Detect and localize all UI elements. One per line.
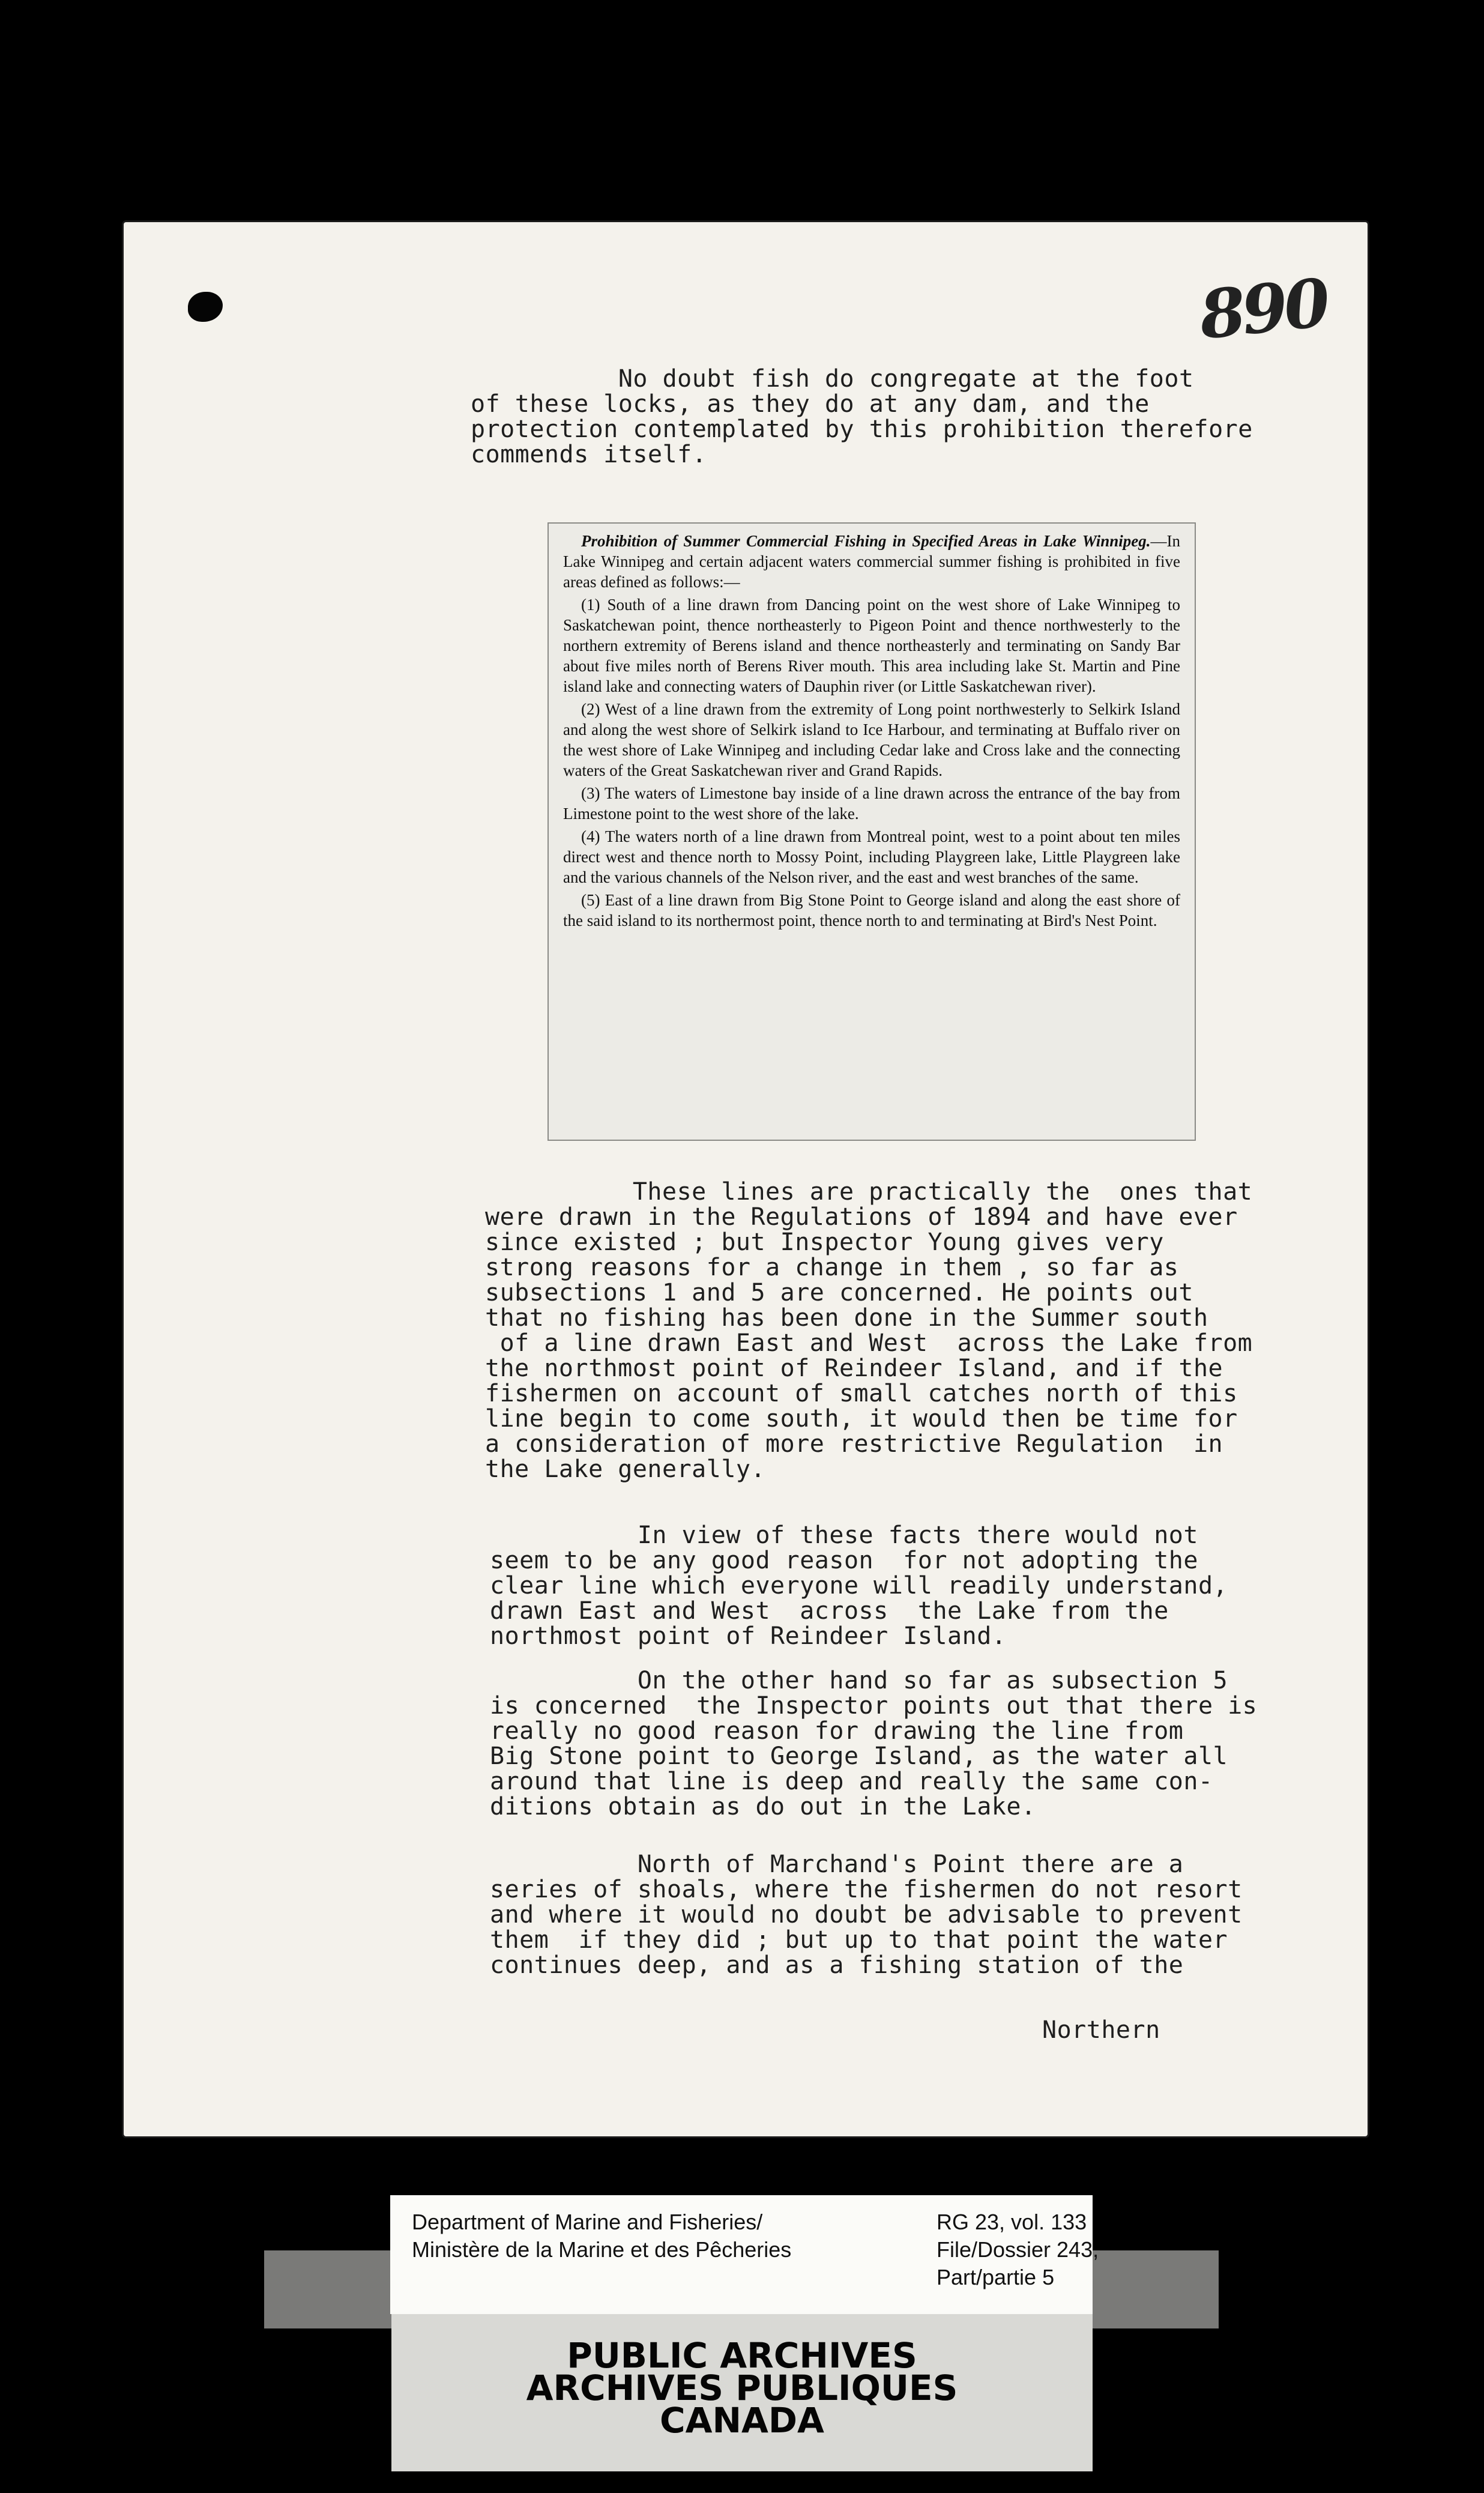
text-line: line begin to come south, it would then be time for	[485, 1405, 1238, 1433]
text-line: around that line is deep and really the same con-	[490, 1768, 1213, 1795]
text-line: In view of these facts there would not	[490, 1521, 1198, 1549]
department-en: Department of Marine and Fisheries/	[412, 2210, 763, 2234]
text-line: seem to be any good reason for not adopting the	[490, 1547, 1198, 1574]
text-line: were drawn in the Regulations of 1894 and have ever	[485, 1203, 1238, 1231]
folio-number: 890	[1195, 264, 1330, 354]
text-line: them if they did ; but up to that point the water	[490, 1926, 1228, 1954]
record-group: RG 23, vol. 133	[937, 2210, 1087, 2234]
text-line: protection contemplated by this prohibition therefore	[471, 416, 1253, 443]
text-line: continues deep, and as a fishing station of the	[490, 1951, 1184, 1979]
stamp-line: CANADA	[660, 2400, 824, 2441]
clipping-item: (5) East of a line drawn from Big Stone Point to George island and along the east shore of the said island to its northermost point, thence north to and terminating at Bird's Nest Point.	[563, 891, 1180, 929]
label-reference	[937, 2208, 1099, 2291]
text-line: the northmost point of Reindeer Island, and if the	[485, 1355, 1223, 1382]
clipping-intro: —In Lake Winnipeg and certain adjacent waters commercial summer fishing is prohibited in five areas defined as follows:—	[563, 532, 1180, 591]
text-line: strong reasons for a change in them , so far as	[485, 1254, 1179, 1281]
paragraph-intro	[471, 366, 1253, 467]
part-number: Part/partie 5	[937, 2265, 1055, 2289]
text-line: of these locks, as they do at any dam, and the	[471, 390, 1150, 418]
text-line: ditions obtain as do out in the Lake.	[490, 1793, 1036, 1821]
text-line: of a line drawn East and West across the Lake from	[485, 1329, 1253, 1357]
clipping-item: (1) South of a line drawn from Dancing point on the west shore of Lake Winnipeg to Saskatchewan point, thence northeasterly to Pigeon Point and thence northwesterly to the northern extremity of Berens island and thence northeasterly and terminating on Sandy Bar about five miles north of Berens River mouth. This area including lake St. Martin and Pine island lake and connecting waters of Dauphin river (or Little Saskatchewan river).	[563, 596, 1180, 695]
text-line: since existed ; but Inspector Young gives very	[485, 1228, 1164, 1256]
text-line: that no fishing has been done in the Summer south	[485, 1304, 1208, 1332]
paragraph-lines	[485, 1179, 1252, 1482]
archive-reference-label	[390, 2195, 1099, 2314]
text-line: commends itself.	[471, 441, 707, 468]
catchword: Northern	[1042, 2016, 1160, 2044]
paragraph-other-hand	[490, 1668, 1257, 1819]
text-line: fishermen on account of small catches north of this	[485, 1380, 1238, 1407]
file-number: File/Dossier 243,	[937, 2237, 1099, 2262]
paragraph-north	[490, 1852, 1243, 1978]
clipping-title: Prohibition of Summer Commercial Fishing in Specified Areas in Lake Winnipeg.	[581, 532, 1151, 550]
film-strip-left	[264, 2250, 391, 2328]
text-line: series of shoals, where the fishermen do not resort	[490, 1876, 1243, 1903]
text-line: Big Stone point to George Island, as the water all	[490, 1742, 1228, 1770]
text-line: No doubt fish do congregate at the foot	[471, 365, 1194, 393]
clipping-item: (2) West of a line drawn from the extremity of Long point northwesterly to Selkirk Island and along the west shore of Selkirk island to Ice Harbour, and terminating at Buffalo river on the west shore of Lake Winnipeg and including Cedar lake and Cross lake and the connecting waters of the Great Saskatchewan river and Grand Rapids.	[563, 700, 1180, 779]
text-line: subsections 1 and 5 are concerned. He points out	[485, 1279, 1193, 1307]
text-line: North of Marchand's Point there are a	[490, 1851, 1184, 1878]
stamp-line: PUBLIC ARCHIVES	[567, 2335, 917, 2376]
text-line: really no good reason for drawing the line from	[490, 1717, 1184, 1745]
text-line: a consideration of more restrictive Regulation in	[485, 1430, 1223, 1458]
clipping-heading	[563, 531, 1180, 592]
text-line: is concerned the Inspector points out that there is	[490, 1692, 1258, 1720]
stamp-line: ARCHIVES PUBLIQUES	[526, 2368, 958, 2408]
document-page	[124, 222, 1368, 2136]
text-line: and where it would no doubt be advisable to prevent	[490, 1901, 1243, 1929]
clipping-item: (4) The waters north of a line drawn from Montreal point, west to a point about ten miles direct west and thence north to Mossy Point, including Playgreen lake, Little Playgreen lake and the various channels of the Nelson river, and the east and west branches of the same.	[563, 827, 1180, 886]
film-strip-right	[1093, 2250, 1219, 2328]
ink-blot	[188, 292, 223, 322]
clipping-item: (3) The waters of Limestone bay inside of a line drawn across the entrance of the bay from Limestone point to the west shore of the lake.	[563, 784, 1180, 823]
text-line: drawn East and West across the Lake from the	[490, 1597, 1169, 1625]
department-fr: Ministère de la Marine et des Pêcheries	[412, 2237, 792, 2262]
newspaper-clipping	[547, 522, 1196, 1141]
text-line: These lines are practically the ones that	[485, 1178, 1253, 1206]
paragraph-view	[490, 1523, 1228, 1649]
label-department	[412, 2208, 791, 2264]
text-line: the Lake generally.	[485, 1455, 766, 1483]
text-line: clear line which everyone will readily understand,	[490, 1572, 1228, 1600]
text-line: northmost point of Reindeer Island.	[490, 1622, 1007, 1650]
text-line: On the other hand so far as subsection 5	[490, 1667, 1228, 1694]
